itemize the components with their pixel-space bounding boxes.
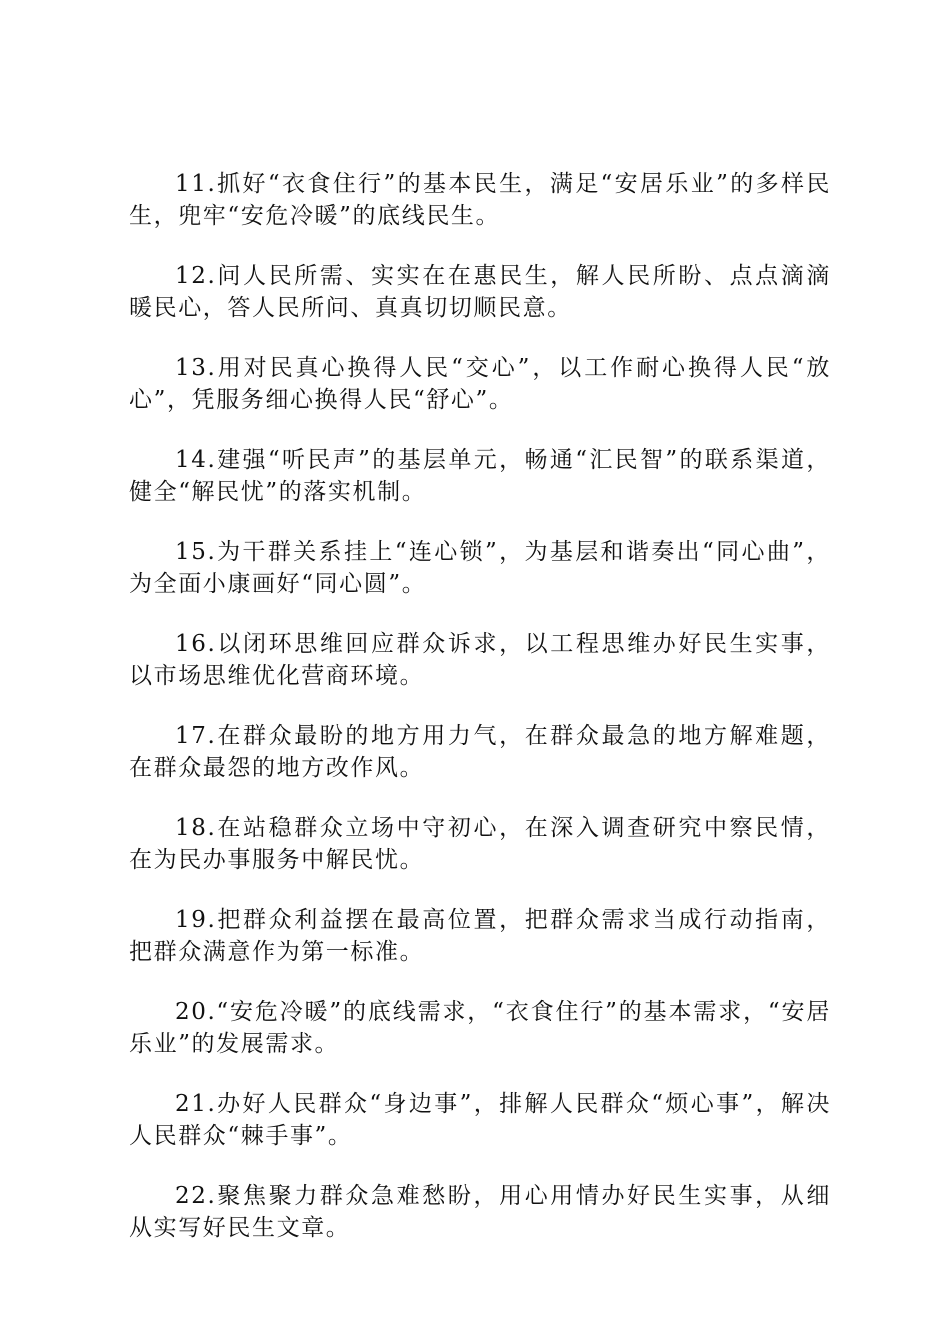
paragraph-15: 15.为干群关系挂上“连心锁”，为基层和谐奏出“同心曲”，为全面小康画好“同心圆”。 — [129, 539, 831, 597]
paragraph-14: 14.建强“听民声”的基层单元，畅通“汇民智”的联系渠道，健全“解民忧”的落实机制。 — [129, 447, 831, 505]
paragraph-22: 22.聚焦聚力群众急难愁盼，用心用情办好民生实事，从细从实写好民生文章。 — [129, 1183, 831, 1241]
paragraph-19: 19.把群众利益摆在最高位置，把群众需求当成行动指南，把群众满意作为第一标准。 — [129, 907, 831, 965]
paragraph-17: 17.在群众最盼的地方用力气，在群众最急的地方解难题，在群众最怨的地方改作风。 — [129, 723, 831, 781]
paragraph-11: 11.抓好“衣食住行”的基本民生，满足“安居乐业”的多样民生，兜牢“安危冷暖”的底线民生。 — [129, 171, 831, 229]
paragraph-21: 21.办好人民群众“身边事”，排解人民群众“烦心事”，解决人民群众“棘手事”。 — [129, 1091, 831, 1149]
paragraph-12: 12.问人民所需、实实在在惠民生，解人民所盼、点点滴滴暖民心，答人民所问、真真切切顺民意。 — [129, 263, 831, 321]
paragraph-20: 20.“安危冷暖”的底线需求，“衣食住行”的基本需求，“安居乐业”的发展需求。 — [129, 999, 831, 1057]
paragraph-18: 18.在站稳群众立场中守初心，在深入调查研究中察民情，在为民办事服务中解民忧。 — [129, 815, 831, 873]
document-body — [129, 168, 831, 1272]
paragraph-16: 16.以闭环思维回应群众诉求，以工程思维办好民生实事，以市场思维优化营商环境。 — [129, 631, 831, 689]
paragraph-13: 13.用对民真心换得人民“交心”，以工作耐心换得人民“放心”，凭服务细心换得人民“舒心”。 — [129, 355, 831, 413]
